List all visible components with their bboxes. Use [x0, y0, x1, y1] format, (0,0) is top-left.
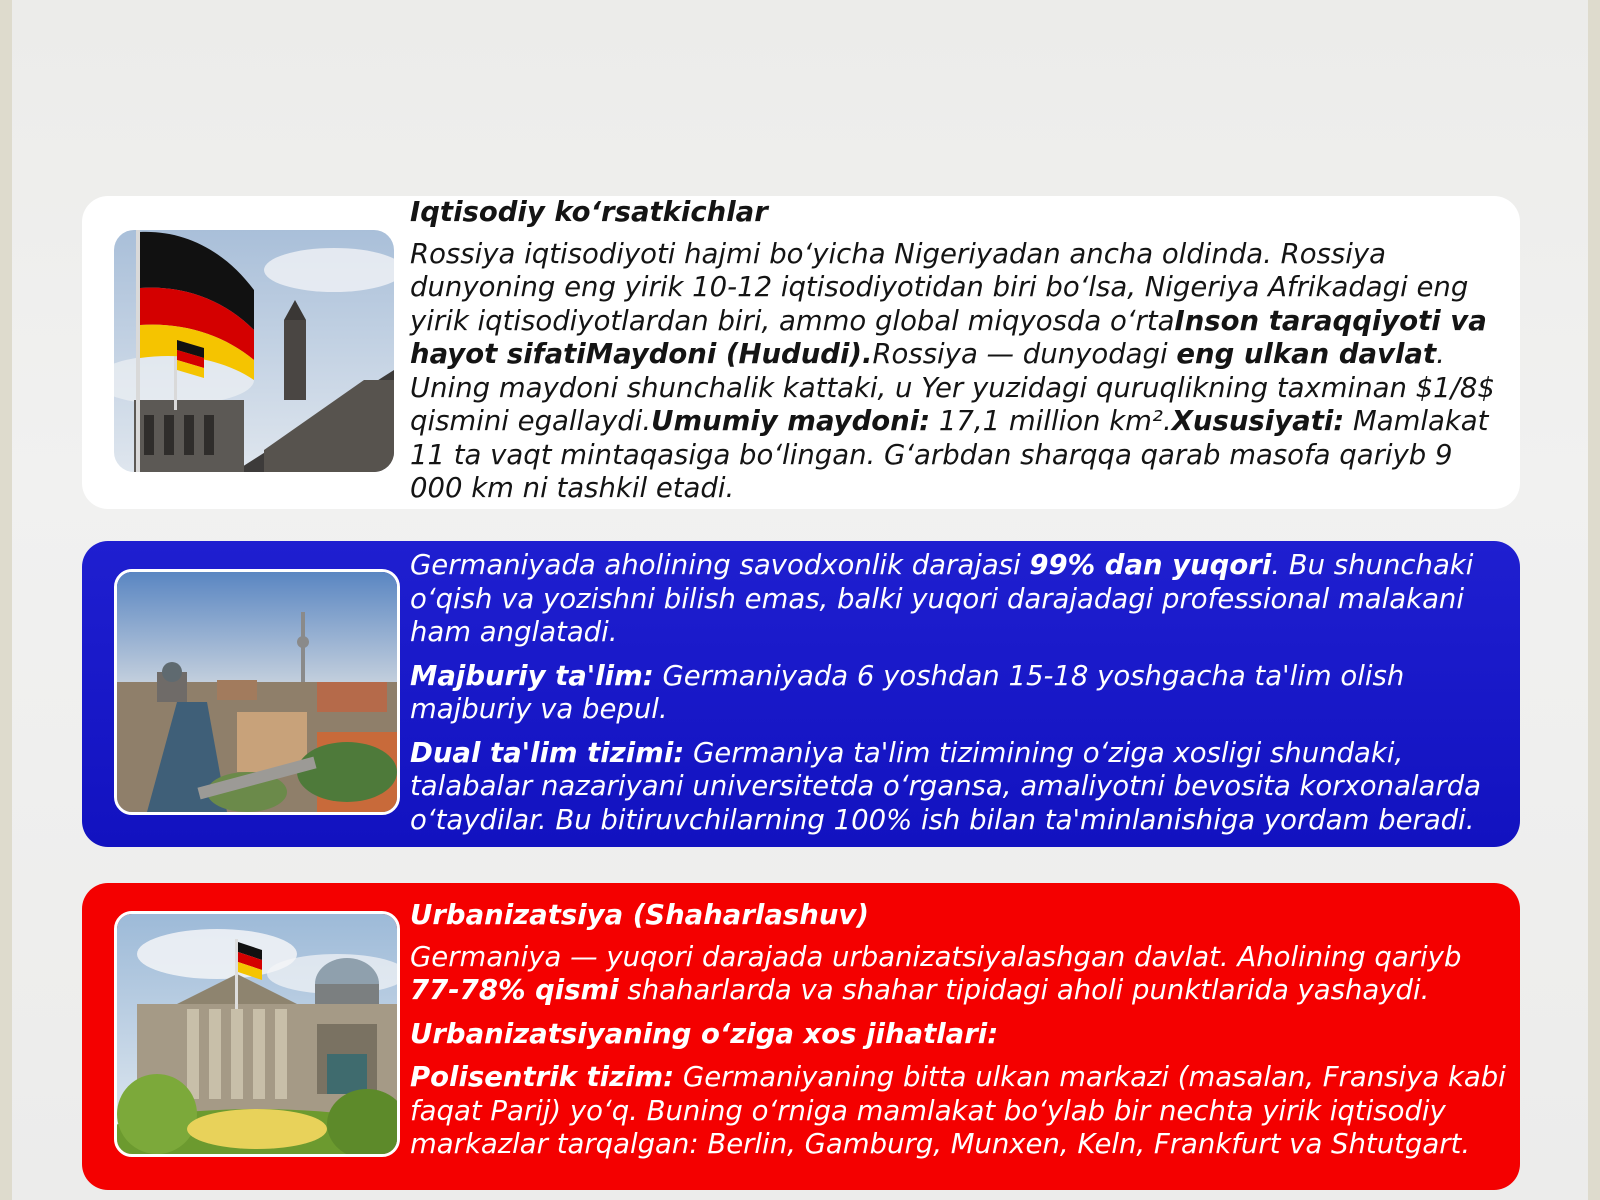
- economy-card: [82, 196, 1520, 509]
- reichstag-building-photo: [114, 911, 400, 1157]
- berlin-cityscape-photo: [114, 569, 400, 815]
- literacy-paragraph: Germaniyada aholining savodxonlik darajasi 99% dan yuqori. Bu shunchaki oʻqish va yozishni bilish emas, balki yuqori darajadagi professional malakani ham anglatadi.: [410, 549, 1474, 648]
- dual-education-paragraph: Dual ta'lim tizimi: Germaniya ta'lim tizimining oʻziga xosligi shundaki, talabalar nazariyani universitetda oʻrgansa, amaliyotni bevosita korxonalarda oʻtaydilar. Bu bitiruvchilarning 100% ish bilan ta'minlanishiga yordam beradi.: [410, 736, 1482, 836]
- urbanization-features-heading: Urbanizatsiyaning oʻziga xos jihatlari:: [410, 1017, 999, 1050]
- education-text: [410, 549, 1506, 847]
- economy-heading: Iqtisodiy koʻrsatkichlar: [410, 196, 768, 228]
- urbanization-card: [82, 883, 1520, 1190]
- economy-paragraph: Rossiya iqtisodiyoti hajmi boʻyicha Nigeriyadan ancha oldinda. Rossiya dunyoning eng yirik 10-12 iqtisodiyotidan biri boʻlsa, Nigeriya Afrikadagi eng yirik iqtisodiyotlardan biri, ammo global miqyosda oʻrtaInson taraqqiyoti va hayot sifatiMaydoni (Hududi).Rossiya — dunyodagi eng ulkan davlat. Uning maydoni shunchalik kattaki, u Yer yuzidagi quruqlikning taxminan $1/8$ qismini egallaydi.Umumiy maydoni: 17,1 million km².Xususiyati: Mamlakat 11 ta vaqt mintaqasiga boʻlingan. Gʻarbdan sharqqa qarab masofa qariyb 9 000 km ni tashkil etadi.: [410, 237, 1495, 504]
- reichstag-flags-photo: [114, 230, 394, 472]
- urbanization-heading: Urbanizatsiya (Shaharlashuv): [410, 899, 869, 931]
- economy-text: [410, 196, 1506, 509]
- polycentric-paragraph: Polisentrik tizim: Germaniyaning bitta ulkan markazi (masalan, Fransiya kabi faqat Parij) yoʻq. Buning oʻrniga mamlakat boʻylab bir nechta yirik iqtisodiy markazlar tarqalgan: Berlin, Gamburg, Munxen, Keln, Frankfurt va Shtutgart.: [410, 1061, 1506, 1160]
- slide: [12, 0, 1588, 1200]
- urbanization-paragraph: Germaniya — yuqori darajada urbanizatsiyalashgan davlat. Aholining qariyb 77-78% qismi shaharlarda va shahar tipidagi aholi punktlarida yashaydi.: [410, 940, 1462, 1006]
- urbanization-text: [410, 899, 1506, 1172]
- education-card: [82, 541, 1520, 847]
- compulsory-education-paragraph: Majburiy ta'lim: Germaniyada 6 yoshdan 15-18 yoshgacha ta'lim olish majburiy va bepul.: [410, 659, 1405, 725]
